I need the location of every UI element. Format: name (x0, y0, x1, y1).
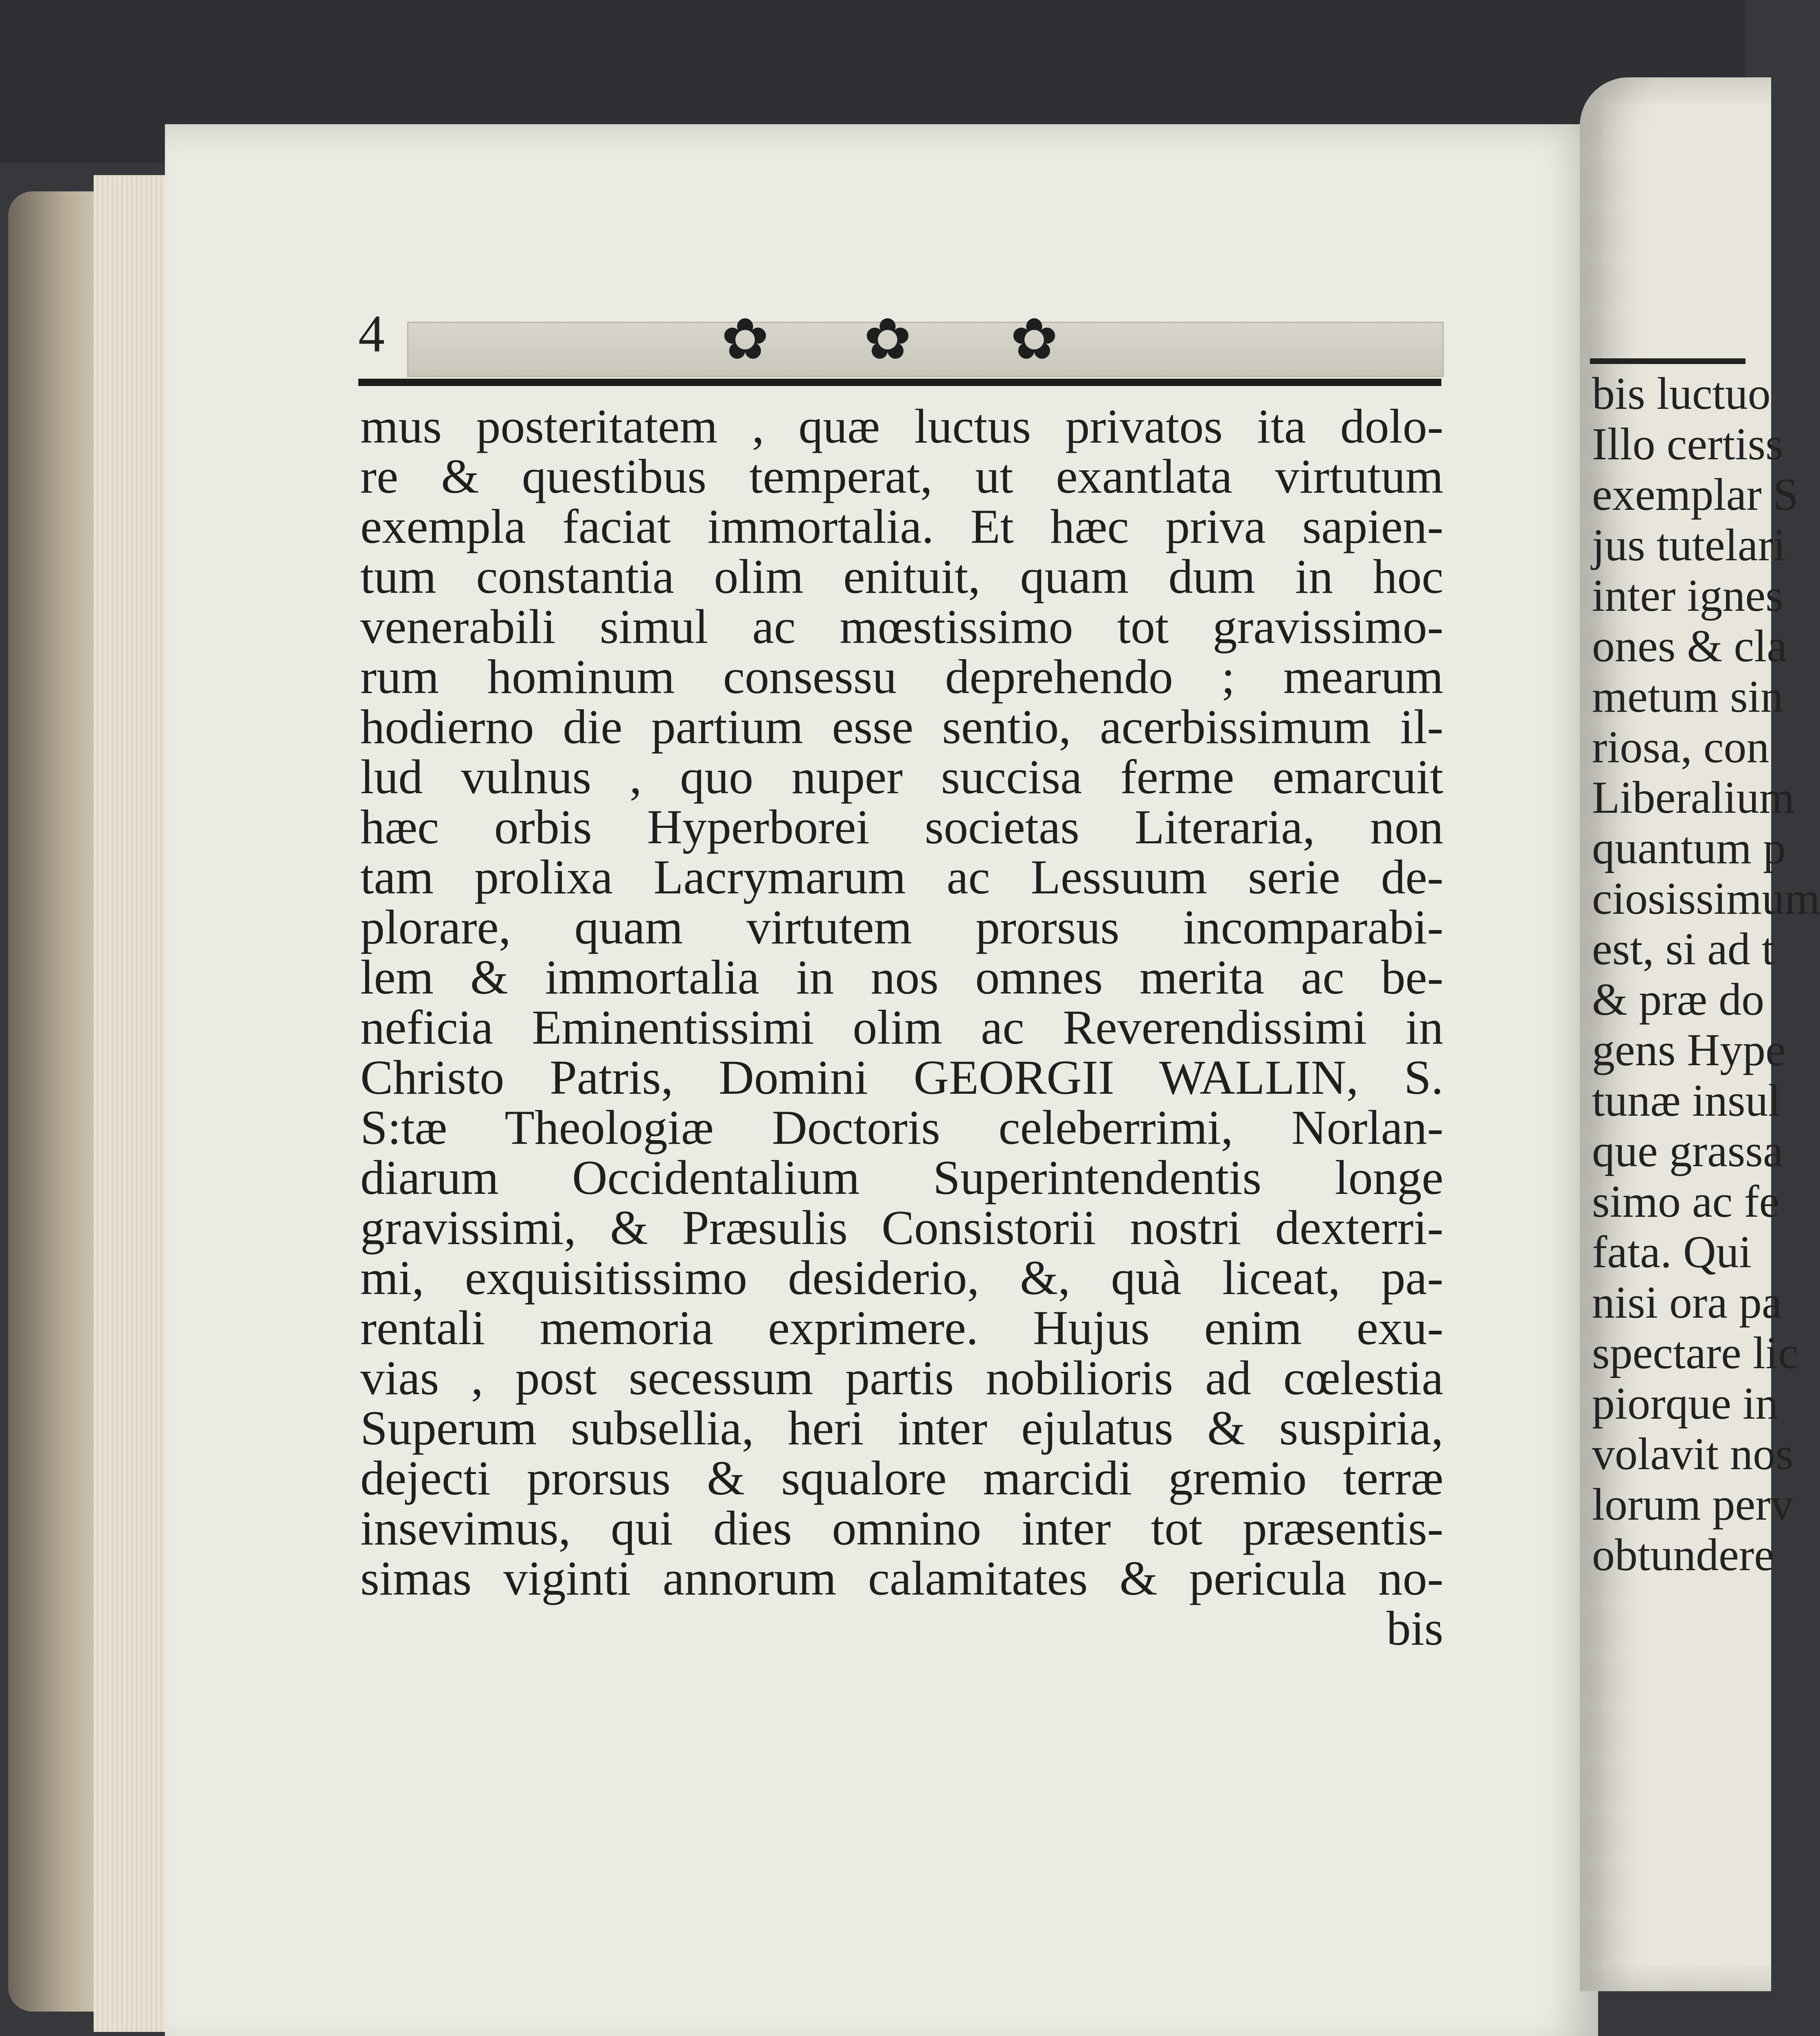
facing-text-line: tunæ insul (1592, 1075, 1781, 1126)
facing-text-line: que grassa (1592, 1126, 1783, 1176)
facing-page-text (1592, 369, 1820, 1580)
text-line: tum constantia olim enituit, quam dum in hoc (360, 549, 1443, 603)
text-line: neficia Eminentissimi olim ac Reverendissimi in (360, 1000, 1443, 1054)
facing-text-line: volavit nos (1592, 1429, 1794, 1479)
text-line: insevimus, qui dies omnino inter tot præsentis- (360, 1501, 1443, 1555)
text-line: Christo Patris, Domini GEORGII WALLIN, S. (360, 1050, 1443, 1104)
facing-text-line: fata. Qui (1592, 1227, 1752, 1277)
facing-text-line: gens Hype (1592, 1025, 1786, 1075)
text-line: tam prolixa Lacrymarum ac Lessuum serie de- (360, 850, 1443, 904)
text-line: exempla faciat immortalia. Et hæc priva sapien- (360, 499, 1443, 553)
headpiece-rule (358, 379, 1441, 386)
facing-text-line: exemplar S (1592, 470, 1798, 520)
text-line: vias , post secessum partis nobilioris ad cœlestia (360, 1351, 1443, 1405)
text-line: dejecti prorsus & squalore marcidi gremio terræ (360, 1451, 1443, 1505)
facing-text-line: ciosissimum (1592, 873, 1820, 924)
text-line: hæc orbis Hyperborei societas Literaria, non (360, 800, 1443, 854)
text-line: re & questibus temperat, ut exantlata virtutum (360, 449, 1443, 503)
facing-text-line: obtundere (1592, 1530, 1774, 1580)
facing-text-line: Liberalium (1592, 772, 1795, 823)
headpiece-ornament-band (407, 322, 1444, 377)
facing-text-line: metum sin (1592, 671, 1783, 722)
text-line: lem & immortalia in nos omnes merita ac be- (360, 950, 1443, 1004)
facing-text-line: spectare lic (1592, 1328, 1798, 1378)
facing-text-line: inter ignes (1592, 570, 1783, 621)
text-line: venerabili simul ac mœstissimo tot gravissimo- (360, 599, 1443, 654)
facing-text-line: lorum perv (1592, 1479, 1794, 1530)
facing-text-line: riosa, con (1592, 722, 1770, 772)
text-line: mus posteritatem , quæ luctus privatos ita dolo- (360, 399, 1443, 453)
facing-text-line: & præ do (1592, 974, 1765, 1025)
text-line: gravissimi, & Præsulis Consistorii nostri dexterri- (360, 1200, 1443, 1255)
page-number: 4 (358, 305, 385, 363)
facing-text-line: nisi ora pa (1592, 1277, 1782, 1328)
facing-text-line: est, si ad t (1592, 924, 1774, 974)
rosette-ornament-2: ✿ (864, 308, 912, 371)
text-line: diarum Occidentalium Superintendentis longe (360, 1150, 1443, 1204)
facing-text-line: jus tutelari (1592, 520, 1786, 570)
text-line: hodierno die partium esse sentio, acerbissimum il- (360, 700, 1443, 754)
facing-text-line: piorque in (1592, 1378, 1778, 1429)
rosette-ornament-1: ✿ (721, 308, 769, 371)
text-line: simas viginti annorum calamitates & pericula no- (360, 1551, 1443, 1605)
text-line: plorare, quam virtutem prorsus incomparabi- (360, 900, 1443, 954)
facing-text-line: bis luctuo (1592, 369, 1771, 419)
facing-text-line: Illo certiss (1592, 419, 1783, 470)
text-line: mi, exquisitissimo desiderio, &, quà liceat, pa- (360, 1251, 1443, 1305)
rosette-ornament-3: ✿ (1010, 308, 1058, 371)
text-line: lud vulnus , quo nuper succisa ferme emarcuit (360, 750, 1443, 804)
facing-page-rule (1590, 358, 1745, 364)
text-line: rentali memoria exprimere. Hujus enim exu- (360, 1301, 1443, 1355)
text-line: rum hominum consessu deprehendo ; mearum (360, 649, 1443, 704)
text-line: S:tæ Theologiæ Doctoris celeberrimi, Norlan- (360, 1100, 1443, 1154)
facing-text-line: ones & cla (1592, 621, 1787, 671)
body-text (360, 401, 1443, 1653)
text-line: Superum subsellia, heri inter ejulatus & suspiria, (360, 1401, 1443, 1455)
facing-text-line: quantum p (1592, 823, 1786, 873)
catchword: bis (1386, 1601, 1443, 1655)
facing-text-line: simo ac fe (1592, 1176, 1780, 1227)
